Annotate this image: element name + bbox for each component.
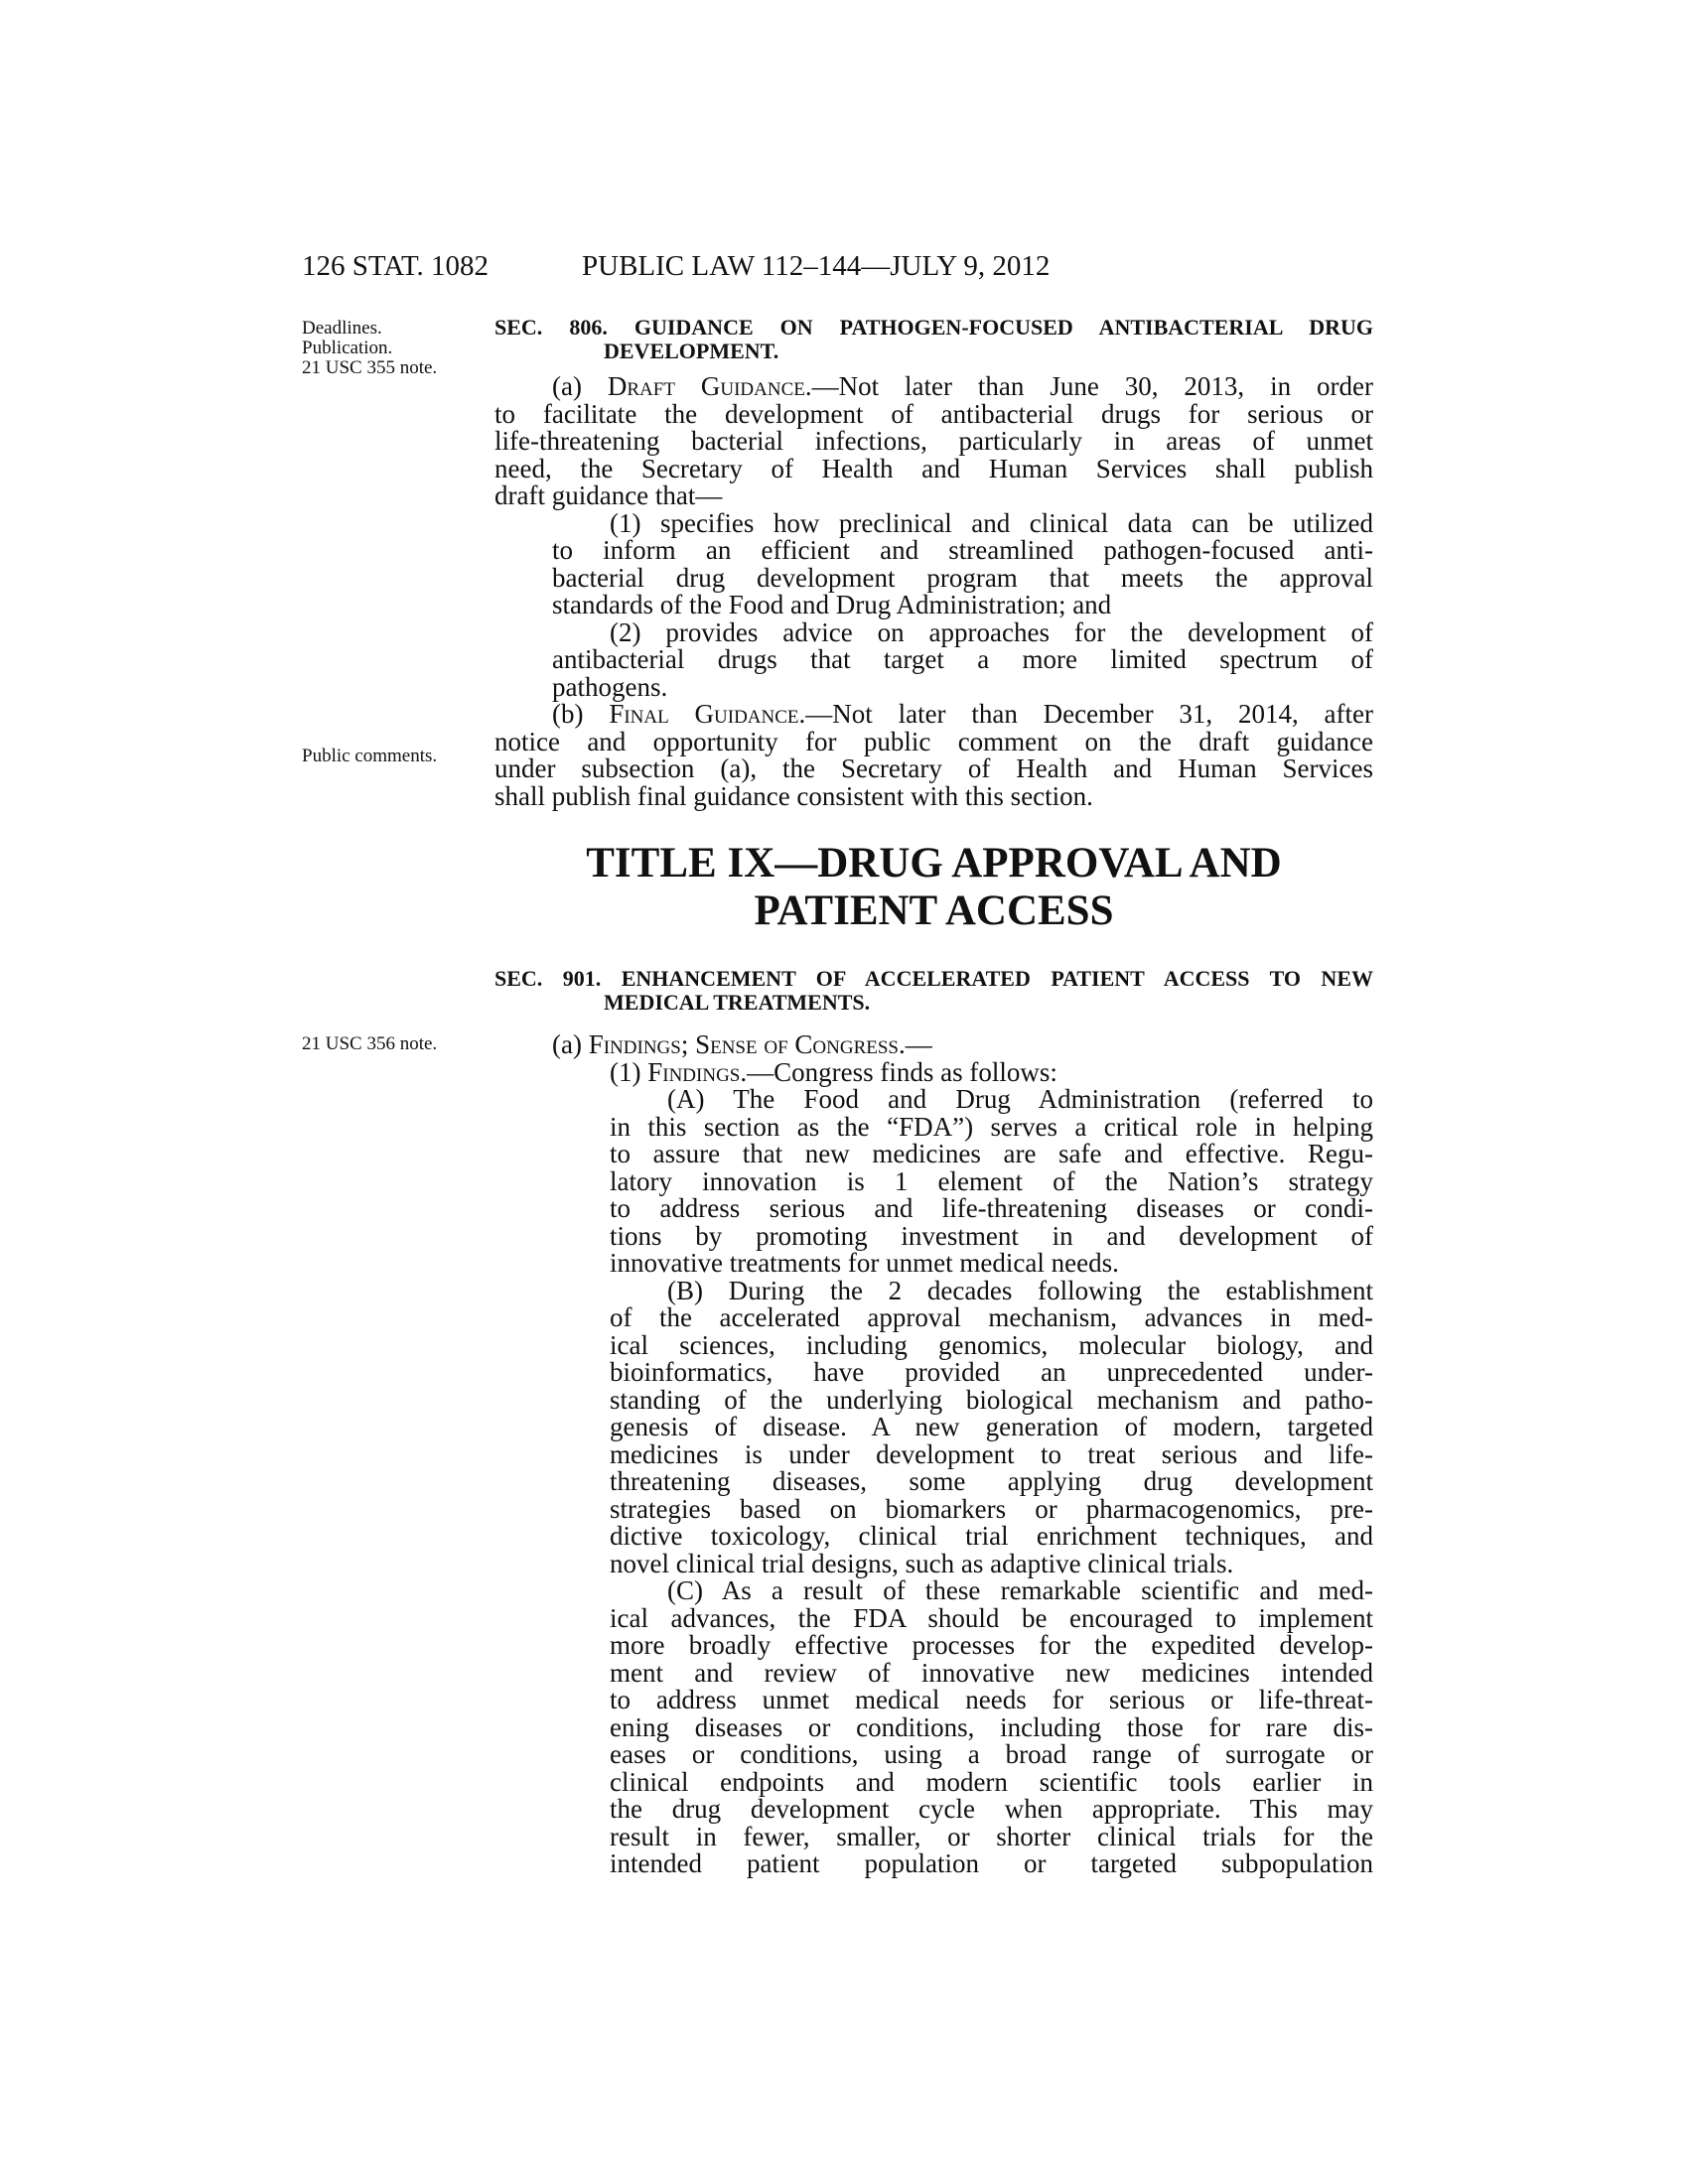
section-901 xyxy=(494,967,1373,1878)
page-header xyxy=(0,250,1688,290)
finding-b: (B) During the 2 decades following the establishment of the accelerated approval mechanism, advances in med- ical sciences, including genomics, molecular biology, and bioinformatics, have provided an unprecedented under- standing of the underlying biological mechanism and patho- genesis of disease. A new generation of modern, targeted medicines is under development to treat serious and life- threatening diseases, some applying drug development strategies based on biomarkers or pharmacogenomics, pre- dictive toxicology, clinical trial enrichment techniques, and novel clinical trial designs, such as adaptive clinical trials. xyxy=(610,1275,1373,1578)
margin-note-sec806 xyxy=(302,319,437,378)
margin-note-public-comments: Public comments. xyxy=(302,746,438,766)
section-901-heading: SEC. 901. ENHANCEMENT OF ACCELERATED PATIENT ACCESS TO NEW MEDICAL TREATMENTS. xyxy=(494,966,1373,1015)
subsection-a-draft-guidance: (a) Draft Guidance.—Not later than June 30, 2013, in order to facilitate the development of antibacterial drugs for serious or life-threatening bacterial infections, particularly in areas of unmet need, the Secretary of Health and Human Services shall publish draft guidance that— xyxy=(494,371,1373,510)
finding-a: (A) The Food and Drug Administration (referred to in this section as the “FDA”) serves a critical role in helping to assure that new medicines are safe and effective. Regu- latory innovation is 1 element of the Nation’s strategy to address serious and life-threatening diseases or condi- tions by promoting investment in and development of innovative treatments for unmet medical needs. xyxy=(610,1084,1373,1278)
paragraph-1-preclinical-data: (1) specifies how preclinical and clinical data can be utilized to inform an efficient and streamlined pathogen-focused anti- bacterial drug development program that meets the approval standards of the Food and Drug Administration; and xyxy=(552,507,1373,619)
stat-page-number: 126 STAT. 1082 xyxy=(302,250,490,282)
margin-note-deadlines: Deadlines. xyxy=(302,318,382,339)
margin-note-publication: Publication. xyxy=(302,338,393,358)
margin-note-usc-355: 21 USC 355 note. xyxy=(302,357,438,378)
paragraph-1-findings: (1) Findings.—Congress finds as follows: xyxy=(610,1056,1057,1087)
finding-c: (C) As a result of these remarkable scientific and med- ical advances, the FDA should be encouraged to implement more broadly effective processes for the expedited develop- ment and review of innovative new medicines intended to address unmet medical needs for serious or life-threat- ening diseases or conditions, including those for rare dis- eases or conditions, using a broad range of surrogate or clinical endpoints and modern scientific tools earlier in the drug development cycle when appropriate. This may result in fewer, smaller, or shorter clinical trials for the intended patient population or targeted subpopulation xyxy=(610,1575,1373,1878)
section-806 xyxy=(494,316,1373,810)
public-law-title: PUBLIC LAW 112–144—JULY 9, 2012 xyxy=(582,250,1051,282)
title-ix-heading: TITLE IX—DRUG APPROVAL AND PATIENT ACCESS xyxy=(586,840,1282,934)
subsection-b-final-guidance: (b) Final Guidance.—Not later than December 31, 2014, after notice and opportunity for public comment on the draft guidance under subsection (a), the Secretary of Health and Human Services shall publish final guidance consistent with this section. xyxy=(494,699,1374,811)
section-806-heading: SEC. 806. GUIDANCE ON PATHOGEN-FOCUSED ANTIBACTERIAL DRUG DEVELOPMENT. xyxy=(494,315,1373,363)
margin-note-usc-356: 21 USC 356 note. xyxy=(302,1033,438,1054)
paragraph-2-limited-spectrum: (2) provides advice on approaches for the development of antibacterial drugs that target a more limited spectrum of pathogens. xyxy=(552,616,1373,702)
subsection-a-findings-sense-of-congress: (a) Findings; Sense of Congress.— (1) Findings.—Congress finds as follows: xyxy=(494,1031,1373,1086)
